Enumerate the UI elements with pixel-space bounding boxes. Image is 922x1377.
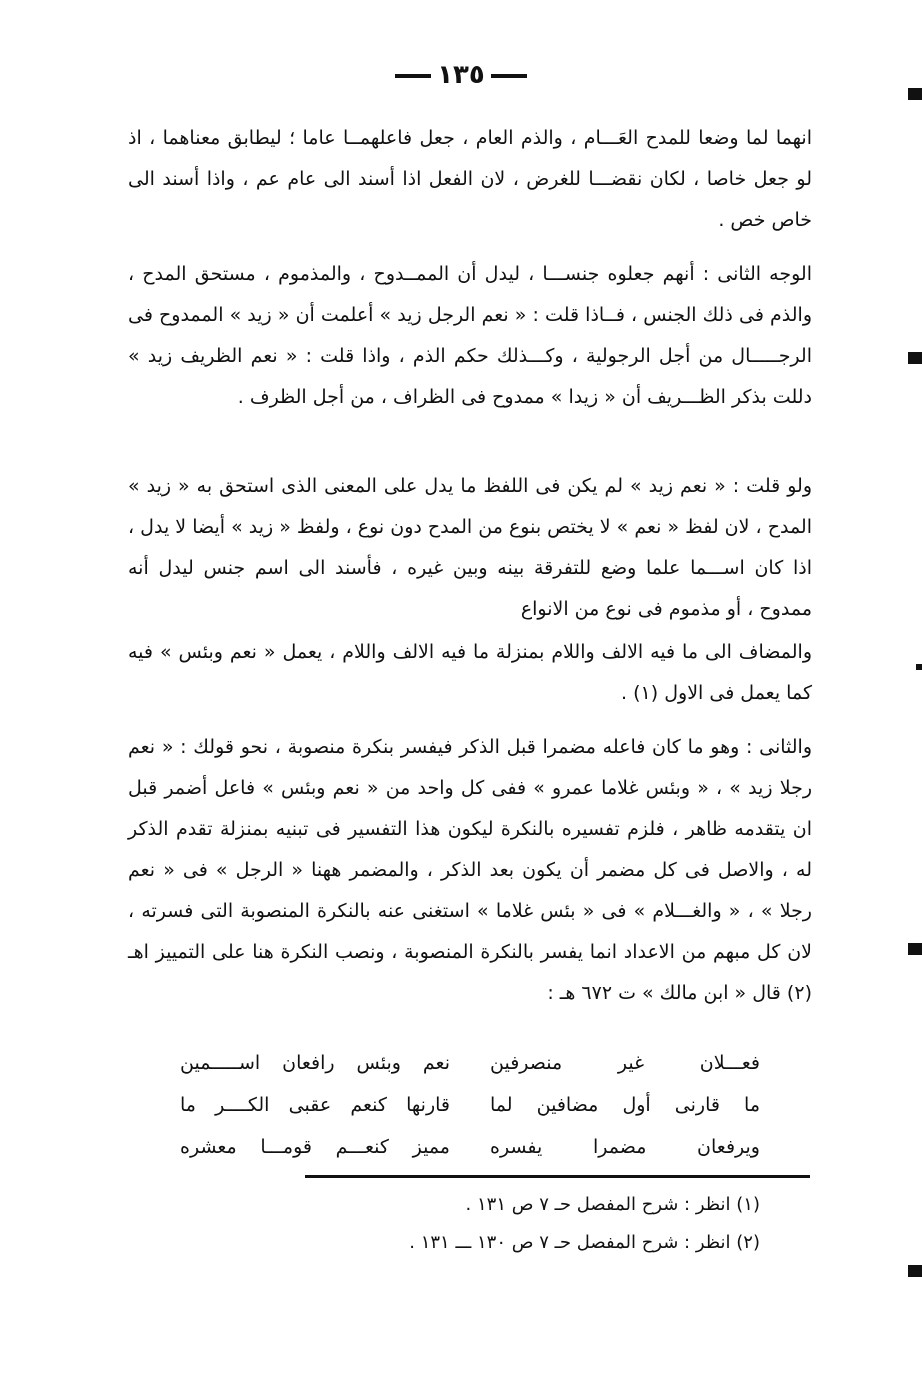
- scan-edge-mark-4: [908, 943, 922, 955]
- paragraph-3-text: ولو قلت : « نعم زيد » لم يكن فى اللفظ ما يدل على المعنى الذى استحق به « زيد » المدح ، لان لفظ « نعم » لا يختص بنوع من المدح دون نوع ، ولفظ « زيد » أيضا لا يدل ، اذا كان اســـما علما وضع للتفرقة بينه وبين غيره ، فأسند الى اسم جنس ليدل أنه ممدوح ، أو مذموم فى نوع من الانواع: [128, 475, 812, 620]
- footnote-2: (٢) انظر : شرح المفصل حـ ٧ ص ١٣٠ ـــ ١٣١ .: [409, 1232, 760, 1253]
- scan-edge-mark-3: [916, 664, 922, 670]
- paragraph-3: [128, 466, 812, 630]
- paragraph-5-text: والثانى : وهو ما كان فاعله مضمرا قبل الذكر فيفسر بنكرة منصوبة ، نحو قولك : « نعم رجلا زيد » ، « وبئس غلاما عمرو » ففى كل واحد من « نعم وبئس » فاعل أضمر قبل ان يتقدمه ظاهر ، فلزم تفسيره بالنكرة ليكون هذا التفسير فى تبنيه بمنزلة تقدم الذكر له ، والاصل فى كل مضمر أن يكون بعد الذكر ، والمضمر ههنا « الرجل » فى « نعم رجلا » ، « والغـــلام » فى « بئس غلاما » استغنى عنه بالنكرة المنصوبة التى فسرته ، لان كل مبهم من الاعداد انما يفسر بالنكرة المنصوبة ، ونصب النكرة هنا على التمييز اهـ (٢) قال « ابن مالك » ت ٦٧٢ هـ :: [128, 736, 812, 1004]
- page-number: [0, 60, 922, 90]
- poem-verse-1-first-half: فعـــلان غير منصرفين: [490, 1052, 760, 1074]
- poem-verse-3-second-half: مميز كنعـــم قومـــا معشره: [180, 1136, 450, 1158]
- poem-verse-2-second-half: قارنها كنعم عقبى الكــــر ما: [180, 1094, 450, 1116]
- paragraph-2-text: الوجه الثانى : أنهم جعلوه جنســـا ، ليدل أن الممــدوح ، والمذموم ، مستحق المدح ، والذم فى ذلك الجنس ، فــاذا قلت : « نعم الرجل زيد » أعلمت أن « زيد » الممدوح فى الرجـــــال من أجل الرجولية ، وكـــذلك حكم الذم ، واذا قلت : « نعم الظريف زيد » دللت بذكر الظـــريف أن « زيدا » ممدوح فى الظراف ، من أجل الظرف .: [128, 263, 812, 408]
- poem-verse-1: [180, 1042, 760, 1084]
- paragraph-5: [128, 727, 812, 1014]
- paragraph-4: [128, 632, 812, 714]
- poem-verse-3: [180, 1126, 760, 1168]
- paragraph-4-text: والمضاف الى ما فيه الالف واللام بمنزلة ما فيه الالف واللام ، يعمل « نعم وبئس » فيه كما يعمل فى الاول (١) .: [128, 641, 812, 704]
- page-number-dash-right: [491, 74, 527, 78]
- footnotes: [280, 1186, 760, 1262]
- page-number-dash-left: [395, 74, 431, 78]
- footnote-separator: [305, 1175, 810, 1178]
- footnote-1: (١) انظر : شرح المفصل حـ ٧ ص ١٣١ .: [465, 1194, 760, 1215]
- paragraph-2: [128, 254, 812, 418]
- scan-edge-mark-1: [908, 88, 922, 100]
- poem-verses: [180, 1042, 760, 1168]
- scan-edge-mark-2: [908, 352, 922, 364]
- paragraph-1-text: انهما لما وضعا للمدح العَـــام ، والذم العام ، جعل فاعلهمــا عاما ؛ ليطابق معناهما ، اذ لو جعل خاصا ، لكان نقضـــا للغرض ، لان الفعل اذا أسند الى عام عم ، واذا أسند الى خاص خص .: [128, 127, 812, 231]
- poem-verse-2: [180, 1084, 760, 1126]
- poem-verse-1-second-half: نعم وبئس رافعان اســـــمين: [180, 1052, 450, 1074]
- page-number-text: ١٣٥: [437, 60, 485, 90]
- poem-verse-2-first-half: ما قارنى أول مضافين لما: [490, 1094, 760, 1116]
- poem-verse-3-first-half: ويرفعان مضمرا يفسره: [490, 1136, 760, 1158]
- paragraph-1: [128, 118, 812, 241]
- scan-edge-mark-5: [908, 1265, 922, 1277]
